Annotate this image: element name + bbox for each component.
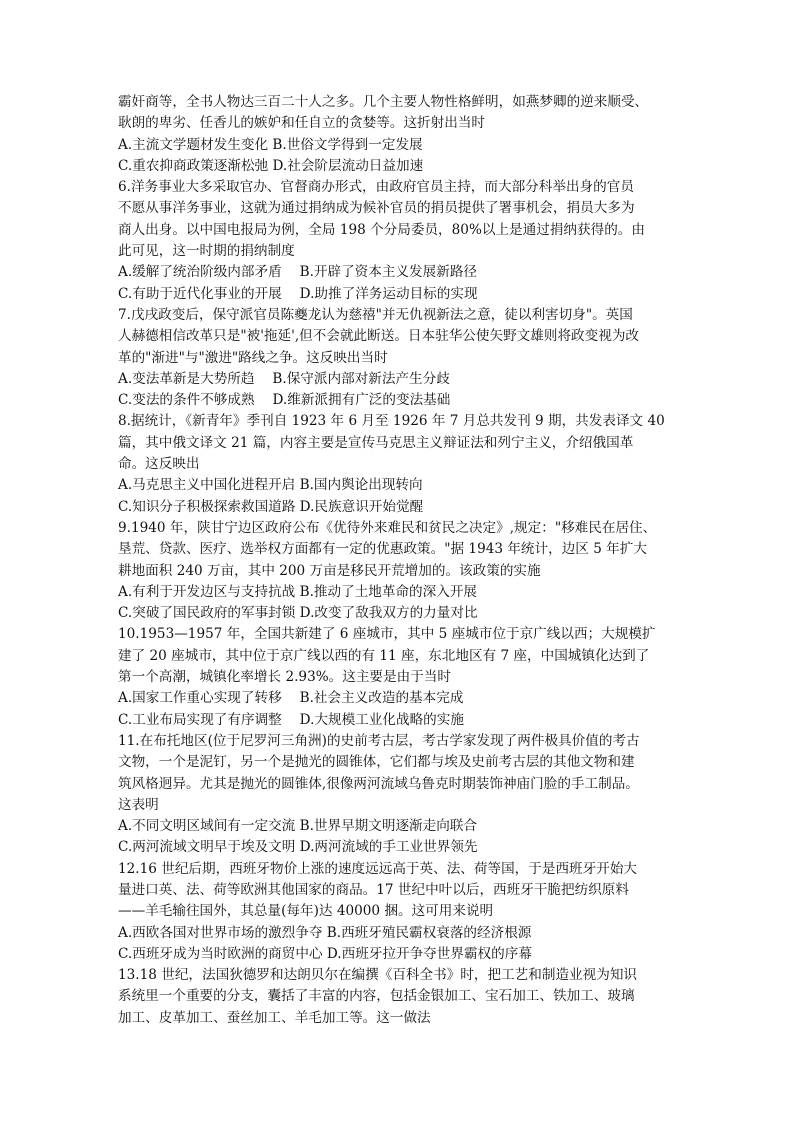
question-text-line: 商人出身。以中国电报局为例，全局 198 个分局委员，80%以上是通过捐纳获得的。由 xyxy=(118,221,645,238)
question-text-line: 耕地面积 240 万亩，其中 200 万亩是移民开荒增加的。该政策的实施 xyxy=(118,562,541,579)
question-text-line: 11.在布托地区(位于尼罗河三角洲)的史前考古层，考古学家发现了两件极具价值的考古 xyxy=(118,732,640,749)
question-text-line: 量进口英、法、荷等欧洲其他国家的商品。17 世纪中叶以后，西班牙干脆把纺织原料 xyxy=(118,881,629,898)
question-text-line: 耿朗的卑劣、任香儿的嫉妒和任自立的贪婪等。这折射出当时 xyxy=(118,115,486,132)
question-text-line: 命。这反映出 xyxy=(118,456,200,473)
question-text-line: 革的"渐进"与"激进"路线之争。这反映出当时 xyxy=(118,349,388,366)
question-text-line: 加工、皮革加工、蚕丝加工、羊毛加工等。这一做法 xyxy=(118,1009,431,1026)
answer-options-line: A.缓解了统治阶级内部矛盾 B.开辟了资本主义发展新路径 xyxy=(118,264,478,281)
question-text-line: 8.据统计，《新青年》季刊自 1923 年 6 月至 1926 年 7 月总共发刊 9 期，共发表译文 40 xyxy=(118,413,665,430)
answer-options-line: C.突破了国民政府的军事封锁 D.改变了敌我双方的力量对比 xyxy=(118,605,478,622)
question-text-line: ——羊毛输往国外，其总量(每年)达 40000 捆。这可用来说明 xyxy=(118,903,494,920)
answer-options-line: A.西欧各国对世界市场的激烈争夺 B.西班牙殖民霸权衰落的经济根源 xyxy=(118,924,532,941)
question-text-line: 12.16 世纪后期，西班牙物价上涨的速度远远高于英、法、荷等国，于是西班牙开始大 xyxy=(118,860,638,877)
question-text-line: 系统里一个重要的分支，囊括了丰富的内容，包括金银加工、宝石加工、铁加工、玻璃 xyxy=(118,988,635,1005)
question-text-line: 6.洋务事业大多采取官办、官督商办形式，由政府官员主持，而大部分科举出身的官员 xyxy=(118,179,634,196)
question-text-line: 第一个高潮，城镇化率增长 2.93%。这主要是由于当时 xyxy=(118,669,451,686)
answer-options-line: A.变法革新是大势所趋 B.保守派内部对新法产生分歧 xyxy=(118,370,450,387)
answer-options-line: A.马克思主义中国化进程开启 B.国内舆论出现转向 xyxy=(118,477,423,494)
question-text-line: 筑风格迥异。尤其是抛光的圆锥体,很像两河流域乌鲁克时期装饰神庙门脸的手工制品。 xyxy=(118,775,639,792)
answer-options-line: A.国家工作重心实现了转移 B.社会主义改造的基本完成 xyxy=(118,690,464,707)
answer-options-line: C.西班牙成为当时欧洲的商贸中心 D.西班牙拉开争夺世界霸权的序幕 xyxy=(118,945,532,962)
answer-options-line: C.工业布局实现了有序调整 D.大规模工业化战略的实施 xyxy=(118,711,464,728)
question-text-line: 此可见，这一时期的捐纳制度 xyxy=(118,243,295,260)
answer-options-line: A.不同文明区域间有一定交流 B.世界早期文明逐渐走向联合 xyxy=(118,818,478,835)
answer-options-line: C.有助于近代化事业的开展 D.助推了洋务运动目标的实现 xyxy=(118,285,478,302)
question-text-line: 人赫德相信改革只是"被'拖延',但不会就此断送。日本驻华公使矢野文雄则将政变视为改 xyxy=(118,328,640,345)
answer-options-line: C.知识分子积极探索救国道路 D.民族意识开始觉醒 xyxy=(118,498,424,515)
question-text-line: 不愿从事洋务事业，这就为通过捐纳成为候补官员的捐员提供了署事机会，捐员大多为 xyxy=(118,200,635,217)
question-text-line: 10.1953—1957 年，全国共新建了 6 座城市，其中 5 座城市位于京广线以西；大规模扩 xyxy=(118,626,656,643)
document-page xyxy=(118,92,678,1029)
question-text-line: 垦荒、贷款、医疗、选举权方面都有一定的优惠政策。"据 1943 年统计，边区 5 年扩大 xyxy=(118,541,647,558)
question-text-line: 文物，一个是泥钉，另一个是抛光的圆锥体，它们都与埃及史前考古层的其他文物和建 xyxy=(118,754,635,771)
question-text-line: 13.18 世纪，法国狄德罗和达朗贝尔在编撰《百科全书》时，把工艺和制造业视为知识 xyxy=(118,967,638,984)
question-text-line: 篇，其中俄文译文 21 篇，内容主要是宣传马克思主义辩证法和列宁主义，介绍俄国革 xyxy=(118,434,634,451)
answer-options-line: A.主流文学题材发生变化 B.世俗文学得到一定发展 xyxy=(118,136,423,153)
answer-options-line: C.重农抑商政策逐渐松弛 D.社会阶层流动日益加速 xyxy=(118,157,424,174)
question-text-line: 9.1940 年，陕甘宁边区政府公布《优待外来难民和贫民之决定》,规定："移难民在居住、 xyxy=(118,519,657,536)
answer-options-line: C.变法的条件不够成熟 D.维新派拥有广泛的变法基础 xyxy=(118,392,451,409)
question-text-line: 7.戊戌政变后，保守派官员陈夔龙认为慈禧"并无仇视新法之意，徒以利害切身"。英国 xyxy=(118,306,633,323)
question-text-line: 建了 20 座城市，其中位于京广线以西的有 11 座，东北地区有 7 座，中国城镇化达到了 xyxy=(118,647,650,664)
question-text-line: 霸奸商等，全书人物达三百二十人之多。几个主要人物性格鲜明，如燕梦卿的逆来顺受、 xyxy=(118,94,649,110)
question-text-line: 这表明 xyxy=(118,796,159,813)
answer-options-line: A.有利于开发边区与支持抗战 B.推动了土地革命的深入开展 xyxy=(118,583,478,600)
answer-options-line: C.两河流域文明早于埃及文明 D.两河流域的手工业世界领先 xyxy=(118,839,478,856)
